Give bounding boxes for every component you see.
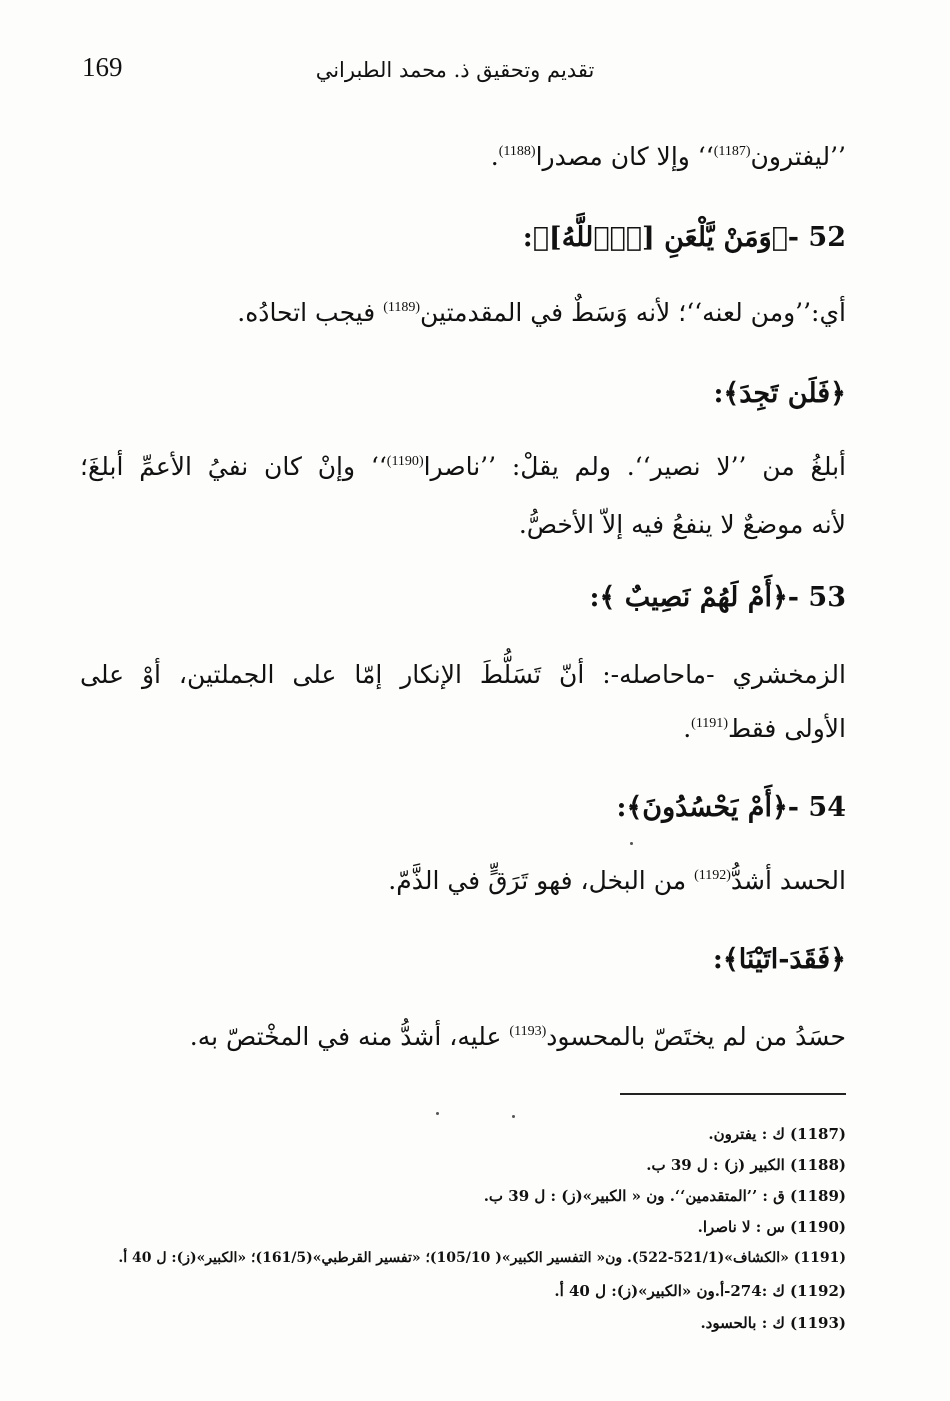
text-fragment: .	[683, 714, 692, 743]
text-line-4: لأنه موضعٌ لا ينفعُ فيه إلاّ الأخصُّ.	[518, 510, 846, 539]
footnote-ref-1187: (1187)	[713, 144, 751, 159]
text-line-7	[70, 866, 846, 896]
footnote-1192: (1192) ك :274-أ.ون «الكبير»(ز): ل 40 أ.	[554, 1282, 846, 1300]
footnote-1189: (1189) ق : ’’المتقدمين‘‘. ون « الكبير»(ز) : ل 39 ب.	[483, 1187, 846, 1205]
text-fragment: أبلغُ من ’’لا نصير‘‘. ولم يقلْ: ’’ناصرا	[423, 452, 846, 481]
text-fragment: من البخل، فهو تَرَقٍّ في الذَّمّ.	[388, 866, 695, 895]
verse-heading-53: 53 -﴿أَمْ لَهُمْ نَصِيبٌ ﴾:	[589, 582, 846, 613]
text-fragment: الحسد أشدُّ	[730, 866, 846, 895]
text-line-1	[70, 142, 846, 172]
footnote-ref-1193: (1193)	[509, 1024, 547, 1039]
text-fragment: .	[490, 142, 499, 171]
footnote-1191: (1191) «الكشاف»(521/1-522). ون« التفسير الكبير»( 105/10)؛ «تفسير القرطبي»(161/5)؛ «الكبير»(ز): ل 40 أ.	[118, 1250, 846, 1266]
footnote-1188: (1188) الكبير (ز) : ل 39 ب.	[646, 1156, 846, 1174]
text-fragment: ‘‘ وإنْ كان نفيُ الأعمِّ أبلغَ؛	[80, 452, 387, 481]
verse-heading-52: 52 -﴿وَمَنْ يَّلْعَنِ [اِ۬للَّهُ]﴾:	[522, 222, 846, 253]
verse-heading-54: 54 -﴿أَمْ يَحْسُدُونَ﴾:	[616, 792, 846, 823]
text-fragment: ‘‘ وإلا كان مصدرا	[535, 142, 714, 171]
verse-heading-faqad: ﴿فَقَدَ-اتَيْنَا﴾:	[712, 944, 846, 975]
footnote-separator	[620, 1093, 846, 1095]
footnote-1193: (1193) ك : بالحسود.	[700, 1314, 846, 1332]
print-speck	[512, 1115, 515, 1118]
footnote-1187: (1187) ك : يفترون.	[708, 1125, 846, 1143]
text-line-3	[80, 452, 846, 482]
text-line-6	[70, 714, 846, 744]
footnote-ref-1192: (1192)	[694, 868, 731, 883]
text-fragment: فيجب اتحادُه.	[237, 298, 384, 327]
running-title: تقديم وتحقيق ذ. محمد الطبراني	[315, 58, 595, 82]
footnote-1190: (1190) س : لا ناصرا.	[697, 1218, 846, 1236]
text-fragment: حسَدُ من لم يختَصّ بالمحسود	[546, 1022, 846, 1051]
footnote-ref-1191: (1191)	[691, 716, 728, 731]
print-speck	[630, 842, 633, 845]
verse-heading-fa-lan: ﴿فَلَن تَجِدَ﴾:	[713, 378, 846, 409]
text-fragment: أي:’’ومن لعنه‘‘؛ لأنه وَسَطٌ في المقدمتين	[420, 298, 846, 327]
text-fragment: الأولى فقط	[727, 714, 846, 743]
footnote-ref-1188: (1188)	[498, 144, 536, 159]
footnote-ref-1190: (1190)	[386, 454, 424, 469]
footnote-ref-1189: (1189)	[383, 300, 421, 315]
text-fragment: ’’ليفترون	[750, 142, 846, 171]
page-number: 169	[82, 52, 123, 82]
text-line-2	[70, 298, 846, 328]
text-line-8	[70, 1022, 846, 1052]
print-speck	[436, 1112, 439, 1115]
text-line-5: الزمخشري -ماحاصله-: أنّ تَسَلُّطَ الإنكار إمّا على الجملتين، أوْ على	[80, 660, 846, 689]
text-fragment: عليه، أشدُّ منه في المخْتصّ به.	[189, 1022, 510, 1051]
